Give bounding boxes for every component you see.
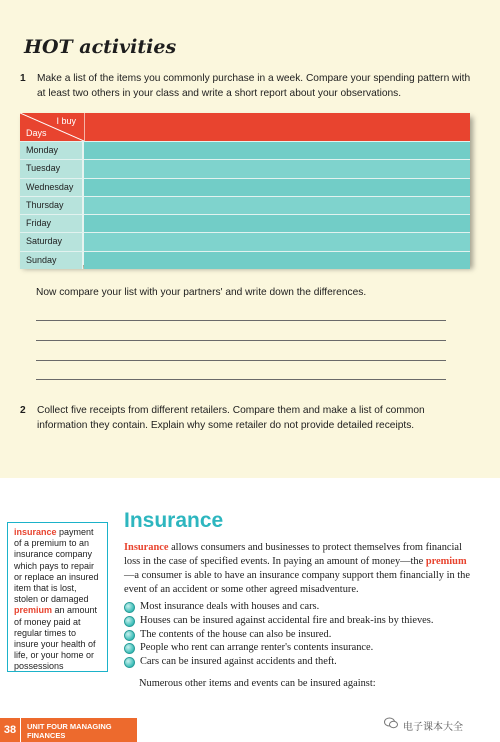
table-row [20, 141, 470, 159]
purchase-cell[interactable] [84, 160, 470, 177]
question-2-text: Collect five receipts from different retailers. Compare them and make a list of common information they contain. Explain why some retailer do not provide detailed receipts. [37, 405, 425, 431]
bullet-icon [124, 616, 135, 627]
table-corner-cell [20, 113, 85, 141]
list-item [124, 641, 476, 655]
compare-instruction: Now compare your list with your partners' and write down the differences. [36, 287, 367, 298]
inline-term-premium: premium [425, 556, 467, 567]
table-row [20, 196, 470, 214]
table-row [20, 251, 470, 269]
question-1-text: Make a list of the items you commonly purchase in a week. Compare your spending pattern with at least two others in your class and write a short report about your observations. [37, 73, 471, 99]
glossary-term-premium: premium [14, 605, 53, 616]
day-label: Saturday [20, 233, 83, 250]
unit-title: UNIT FOUR MANAGING FINANCES [27, 722, 112, 740]
question-1 [20, 72, 475, 101]
purchase-cell[interactable] [84, 197, 470, 214]
question-2 [20, 404, 475, 433]
writing-line[interactable] [36, 379, 446, 380]
hot-activities-title: HOT activities [24, 36, 177, 58]
purchase-table [20, 113, 470, 265]
bullet-icon [124, 630, 135, 641]
list-item [124, 614, 476, 628]
glossary-def-premium: an amount of money paid at regular times to insure your health of life, or your home or possessions [14, 605, 98, 672]
day-label: Thursday [20, 197, 83, 214]
purchase-cell[interactable] [84, 252, 470, 269]
unit-footer-bar [21, 718, 137, 742]
bullet-icon [124, 643, 135, 654]
numerous-items-text: Numerous other items and events can be insured against: [139, 678, 376, 689]
bullet-text: The contents of the house can also be insured. [140, 628, 332, 640]
paragraph-text-1: allows consumers and businesses to protect themselves from financial loss in the case of specified events. In paying an amount of money—the [124, 542, 462, 567]
purchase-cell[interactable] [84, 179, 470, 196]
purchase-cell[interactable] [84, 142, 470, 159]
table-body [20, 141, 470, 269]
table-row [20, 178, 470, 196]
list-item [124, 628, 476, 642]
watermark-text: 电子课本大全 [403, 722, 463, 733]
question-2-number: 2 [20, 405, 26, 416]
bullet-text: People who rent can arrange renter's contents insurance. [140, 642, 374, 654]
page-number: 38 [0, 718, 20, 742]
insurance-heading: Insurance [124, 509, 224, 532]
writing-line[interactable] [36, 320, 446, 321]
writing-line[interactable] [36, 360, 446, 361]
insurance-paragraph [124, 541, 476, 597]
table-header [20, 113, 470, 141]
table-row [20, 159, 470, 177]
table-row [20, 232, 470, 250]
writing-line[interactable] [36, 340, 446, 341]
day-label: Friday [20, 215, 83, 232]
bullet-text: Cars can be insured against accidents and theft. [140, 656, 337, 668]
glossary-term-insurance: insurance [14, 527, 57, 537]
column-header-i-buy: I buy [56, 116, 76, 126]
day-label: Sunday [20, 252, 83, 269]
glossary-def-insurance: payment of a premium to an insurance company which pays to repair or replace an insured item that is lost, stolen or damaged [14, 527, 99, 605]
purchase-cell[interactable] [84, 215, 470, 232]
day-label: Wednesday [20, 179, 83, 196]
day-label: Monday [20, 142, 83, 159]
bullet-icon [124, 602, 135, 613]
chat-bubble-icon [384, 717, 398, 729]
purchase-cell[interactable] [84, 233, 470, 250]
bullet-text: Houses can be insured against accidental fire and break-ins by thieves. [140, 614, 434, 626]
bullet-text: Most insurance deals with houses and cars. [140, 601, 320, 612]
question-1-number: 1 [20, 73, 26, 84]
glossary-box [7, 522, 108, 672]
table-row [20, 214, 470, 232]
day-label: Tuesday [20, 160, 83, 177]
paragraph-text-2: —a consumer is able to have an insurance company support them financially in the event of an accident or some other agreed misadventure. [124, 570, 470, 595]
inline-term-insurance: Insurance [124, 542, 169, 553]
list-item [124, 655, 476, 669]
list-item [124, 600, 476, 614]
insurance-bullet-list [124, 600, 476, 669]
bullet-icon [124, 657, 135, 668]
row-header-days: Days [26, 128, 47, 138]
